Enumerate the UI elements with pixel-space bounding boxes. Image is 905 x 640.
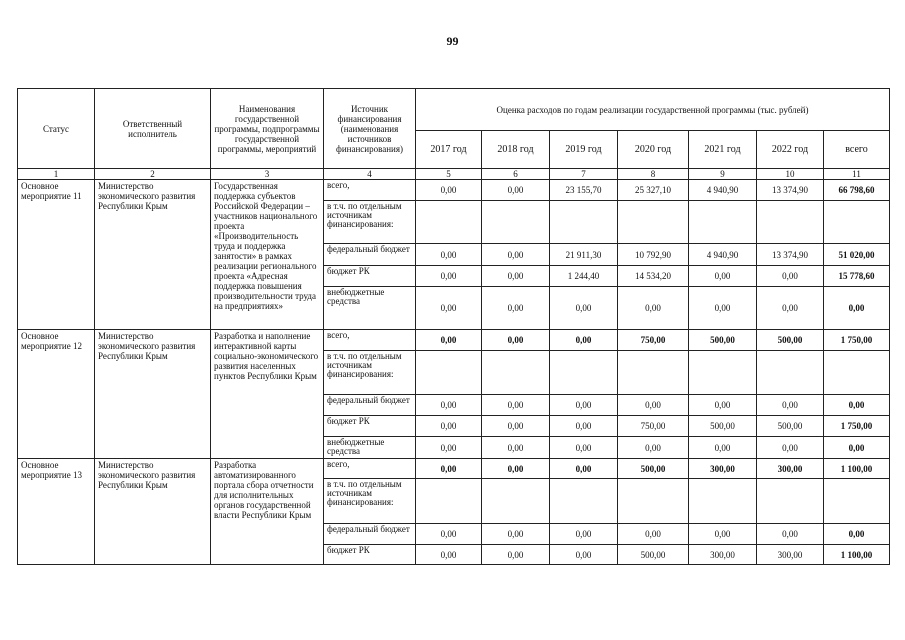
amount-cell: 0,00 [416,524,482,545]
amount-cell: 0,00 [550,459,618,479]
amount-cell: 750,00 [618,416,689,437]
amount-cell: 0,00 [482,524,550,545]
amount-cell: 0,00 [482,459,550,479]
amount-cell: 300,00 [689,545,757,565]
table-row [18,459,890,479]
amount-cell [757,479,824,524]
amount-cell: 0,00 [550,524,618,545]
amount-cell: 0,00 [416,416,482,437]
amount-cell: 0,00 [550,545,618,565]
amount-cell: 500,00 [618,459,689,479]
funding-source: федеральный бюджет [324,524,416,545]
amount-total: 51 020,00 [824,244,890,266]
column-number: 8 [618,169,689,180]
funding-source: бюджет РК [324,545,416,565]
event-executor: Министерство экономического развития Республики Крым [95,330,211,459]
amount-cell: 0,00 [757,437,824,459]
column-number: 3 [211,169,324,180]
table-body [18,180,890,565]
amount-cell: 0,00 [416,266,482,287]
amount-cell [757,201,824,244]
amount-cell: 500,00 [757,416,824,437]
header-year: 2019 год [550,131,618,169]
column-number: 9 [689,169,757,180]
amount-total: 0,00 [824,287,890,330]
amount-cell: 0,00 [618,395,689,416]
table-row [18,180,890,201]
funding-source: всего, [324,180,416,201]
amount-cell: 0,00 [757,524,824,545]
amount-cell: 0,00 [482,287,550,330]
funding-source: в т.ч. по отдельным источникам финансирования: [324,351,416,395]
amount-cell: 0,00 [416,395,482,416]
amount-total: 1 750,00 [824,416,890,437]
amount-cell: 0,00 [482,244,550,266]
header-total: всего [824,131,890,169]
funding-source: бюджет РК [324,416,416,437]
header-executor: Ответственный исполнитель [95,89,211,169]
funding-source: внебюджетные средства [324,287,416,330]
amount-cell [550,351,618,395]
event-name: Государственная поддержка субъектов Российской Федерации – участников национального проекта «Производительность труда и поддержка занятости» в рамках реализации регионального проекта «Адресная поддержка повышения производительности труда на предприятиях» [211,180,324,330]
column-number: 7 [550,169,618,180]
amount-cell: 0,00 [757,395,824,416]
column-number: 4 [324,169,416,180]
column-number: 6 [482,169,550,180]
amount-cell [689,351,757,395]
event-name: Разработка и наполнение интерактивной карты социально-экономического развития населенных пунктов Республики Крым [211,330,324,459]
amount-cell: 13 374,90 [757,244,824,266]
amount-cell: 0,00 [416,180,482,201]
amount-cell [689,201,757,244]
event-executor: Министерство экономического развития Республики Крым [95,180,211,330]
amount-total [824,479,890,524]
event-name: Разработка автоматизированного портала сбора отчетности для исполнительных органов государственной власти Республики Крым [211,459,324,565]
header-year: 2021 год [689,131,757,169]
amount-cell: 300,00 [757,459,824,479]
amount-cell: 10 792,90 [618,244,689,266]
amount-cell: 750,00 [618,330,689,351]
amount-total: 15 778,60 [824,266,890,287]
amount-cell [618,201,689,244]
amount-cell: 300,00 [757,545,824,565]
funding-source: в т.ч. по отдельным источникам финансирования: [324,479,416,524]
amount-cell [416,479,482,524]
header-estimate: Оценка расходов по годам реализации государственной программы (тыс. рублей) [416,89,890,131]
amount-cell: 500,00 [689,416,757,437]
amount-cell: 0,00 [550,437,618,459]
amount-cell: 21 911,30 [550,244,618,266]
amount-cell: 0,00 [482,180,550,201]
amount-cell: 1 244,40 [550,266,618,287]
amount-cell: 0,00 [618,524,689,545]
header-source: Источник финансирования (наименования источников финансирования) [324,89,416,169]
funding-source: внебюджетные средства [324,437,416,459]
column-number-row [18,169,890,180]
funding-source: всего, [324,459,416,479]
amount-cell [618,479,689,524]
amount-total: 1 750,00 [824,330,890,351]
page-number: 99 [446,34,459,48]
amount-cell: 500,00 [689,330,757,351]
event-executor: Министерство экономического развития Республики Крым [95,459,211,565]
amount-cell: 0,00 [416,287,482,330]
amount-total [824,351,890,395]
amount-cell [757,351,824,395]
amount-cell: 0,00 [482,437,550,459]
amount-cell: 500,00 [618,545,689,565]
amount-total: 0,00 [824,395,890,416]
amount-cell [482,479,550,524]
amount-total: 0,00 [824,437,890,459]
amount-cell: 0,00 [416,244,482,266]
header-status: Статус [18,89,95,169]
amount-cell [482,201,550,244]
column-number: 10 [757,169,824,180]
amount-cell [689,479,757,524]
budget-table [17,88,890,565]
amount-cell: 4 940,90 [689,244,757,266]
amount-cell: 13 374,90 [757,180,824,201]
amount-cell: 4 940,90 [689,180,757,201]
amount-cell: 0,00 [550,416,618,437]
amount-cell: 0,00 [482,416,550,437]
amount-cell: 0,00 [689,437,757,459]
funding-source: федеральный бюджет [324,244,416,266]
amount-cell: 0,00 [550,395,618,416]
amount-cell [416,351,482,395]
header-year: 2017 год [416,131,482,169]
amount-cell: 0,00 [689,395,757,416]
amount-cell: 0,00 [689,524,757,545]
amount-cell: 300,00 [689,459,757,479]
amount-cell: 0,00 [757,287,824,330]
funding-source: всего, [324,330,416,351]
funding-source: бюджет РК [324,266,416,287]
event-status: Основное мероприятие 12 [18,330,95,459]
funding-source: в т.ч. по отдельным источникам финансирования: [324,201,416,244]
event-status: Основное мероприятие 13 [18,459,95,565]
amount-cell: 0,00 [618,287,689,330]
amount-cell: 0,00 [618,437,689,459]
amount-cell: 0,00 [689,287,757,330]
amount-total: 1 100,00 [824,459,890,479]
header-year: 2020 год [618,131,689,169]
amount-cell: 0,00 [416,330,482,351]
header-year: 2022 год [757,131,824,169]
amount-cell: 0,00 [757,266,824,287]
amount-cell: 0,00 [482,266,550,287]
column-number: 2 [95,169,211,180]
funding-source: федеральный бюджет [324,395,416,416]
amount-cell: 23 155,70 [550,180,618,201]
amount-cell [550,201,618,244]
amount-cell: 0,00 [416,437,482,459]
amount-cell: 0,00 [482,395,550,416]
amount-cell: 0,00 [416,545,482,565]
amount-cell [416,201,482,244]
column-number: 1 [18,169,95,180]
amount-cell: 500,00 [757,330,824,351]
header-year: 2018 год [482,131,550,169]
amount-cell [618,351,689,395]
amount-cell: 0,00 [482,545,550,565]
amount-cell [550,479,618,524]
amount-cell: 0,00 [482,330,550,351]
amount-cell: 0,00 [416,459,482,479]
amount-cell: 25 327,10 [618,180,689,201]
header-names: Наименования государственной программы, подпрограммы государственной программы, мероприятий [211,89,324,169]
amount-total: 0,00 [824,524,890,545]
amount-cell [482,351,550,395]
amount-cell: 14 534,20 [618,266,689,287]
event-status: Основное мероприятие 11 [18,180,95,330]
table-row [18,330,890,351]
amount-cell: 0,00 [550,330,618,351]
amount-total: 66 798,60 [824,180,890,201]
column-number: 5 [416,169,482,180]
amount-total: 1 100,00 [824,545,890,565]
amount-cell: 0,00 [550,287,618,330]
column-number: 11 [824,169,890,180]
amount-total [824,201,890,244]
amount-cell: 0,00 [689,266,757,287]
